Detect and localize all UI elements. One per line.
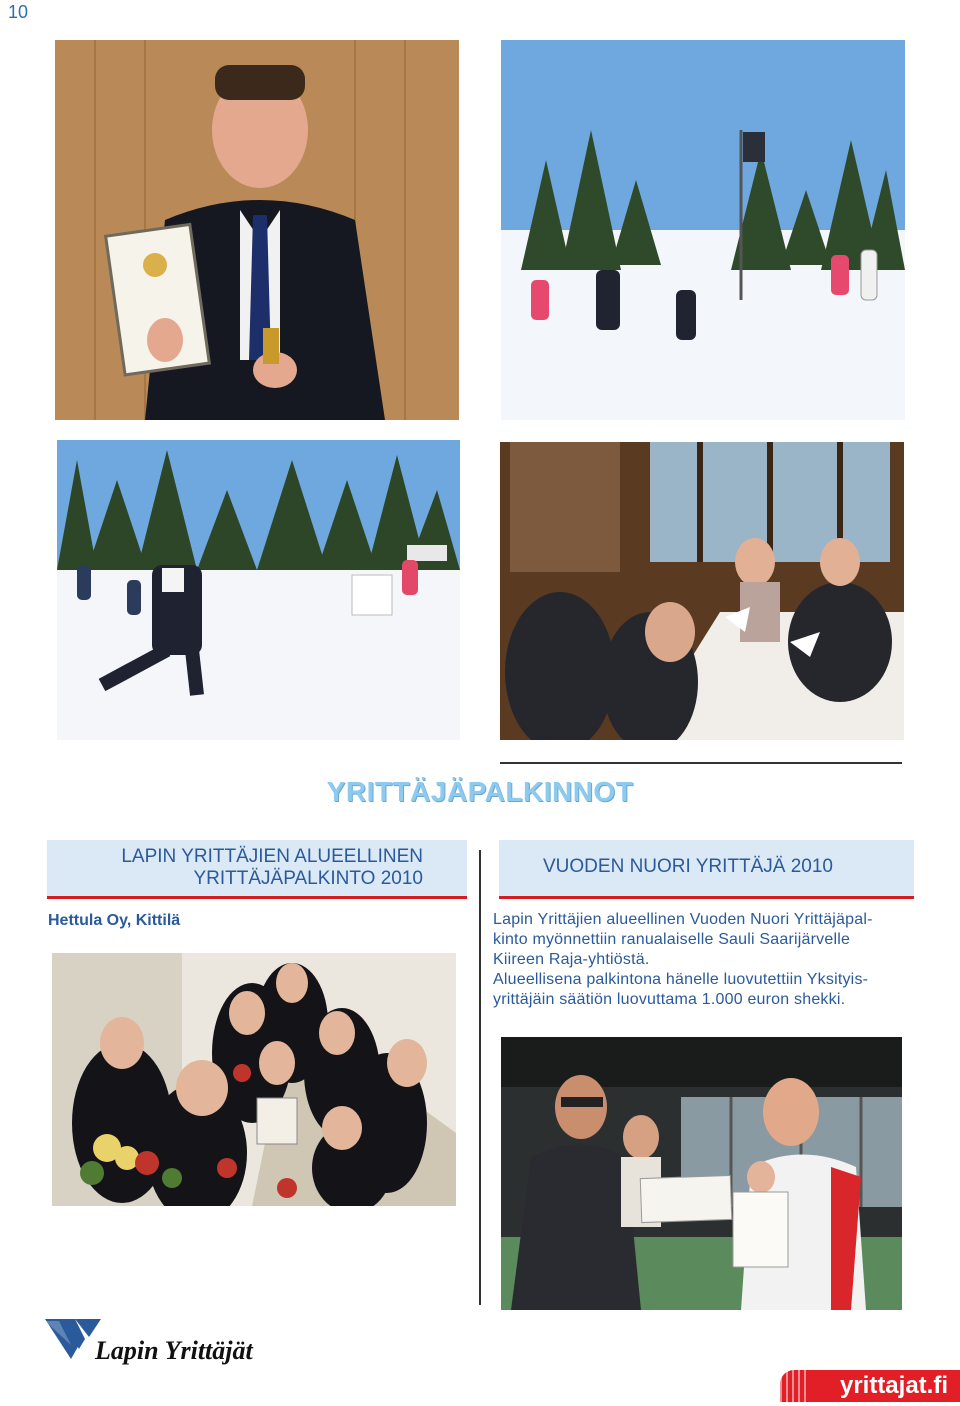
body-line-1: Lapin Yrittäjien alueellinen Vuoden Nuori Yrittäjäpal- xyxy=(493,911,873,928)
page-number: 10 xyxy=(8,2,29,22)
photo-snow-game-2 xyxy=(57,440,460,740)
body-line-4: Alueellisena palkintona hänelle luovutettiin Yksityis- xyxy=(493,971,869,988)
column-divider xyxy=(479,850,481,1305)
left-heading-line-2: YRITTÄJÄPALKINTO 2010 xyxy=(193,868,423,889)
body-text xyxy=(493,910,913,1010)
photo-cheque-handover xyxy=(501,1037,902,1310)
body-line-3: Kiireen Raja-yhtiöstä. xyxy=(493,951,650,968)
photo-award-winner xyxy=(55,40,459,420)
right-heading-box xyxy=(499,840,914,899)
left-heading-line-1: LAPIN YRITTÄJIEN ALUEELLINEN xyxy=(121,846,423,867)
photo-snow-game-1 xyxy=(501,40,905,420)
photo-group-flowers xyxy=(52,953,456,1206)
photo-dinner xyxy=(500,442,904,740)
section-title: YRITTÄJÄPALKINNOT xyxy=(326,776,634,807)
lapin-yrittajat-logo-text: Lapin Yrittäjät xyxy=(95,1336,253,1365)
section-rule xyxy=(500,762,902,764)
website-badge[interactable]: yrittajat.fi xyxy=(780,1370,960,1402)
lapin-yrittajat-logo-icon xyxy=(45,1319,101,1363)
body-line-2: kinto myönnettiin ranualaiselle Sauli Saarijärvelle xyxy=(493,931,851,948)
right-heading: VUODEN NUORI YRITTÄJÄ 2010 xyxy=(543,856,834,877)
left-heading-box xyxy=(47,840,467,899)
winner-company: Hettula Oy, Kittilä xyxy=(48,912,181,929)
body-line-5: yrittäjäin säätiön luovuttama 1.000 euron shekki. xyxy=(493,991,846,1008)
